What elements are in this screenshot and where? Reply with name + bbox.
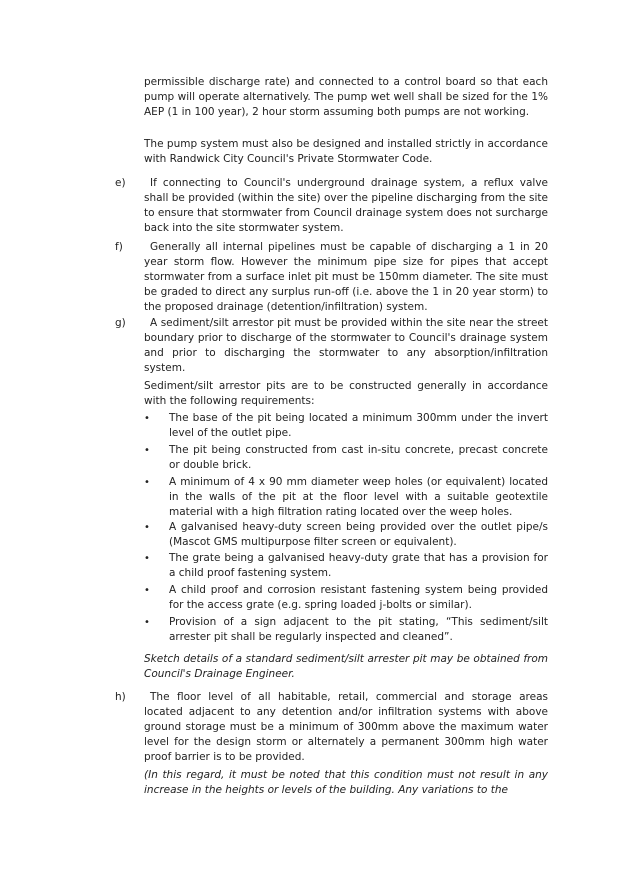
bullet-item: A child proof and corrosion resistant fastening system being provided for the access grate (e.g. spring loaded j-bolts or similar). <box>169 584 548 611</box>
item-text-f: Generally all internal pipelines must be capable of discharging a 1 in 20 year storm flow. However the minimum pipe size for pipes that accept stormwater from a surface inlet pit must be 150mm diameter. The site must be graded to direct any surplus run-off (i.e. above the 1 in 20 year storm) to the proposed drainage (detention/infiltration) system. <box>144 241 548 313</box>
item-label-h: h) <box>115 691 126 703</box>
requirements-intro: Sediment/silt arrestor pits are to be constructed generally in accordance with the following requirements: <box>144 380 548 407</box>
pump-code-paragraph: The pump system must also be designed and installed strictly in accordance with Randwick City Council's Private Stormwater Code. <box>144 138 548 165</box>
bullet-item: The pit being constructed from cast in-situ concrete, precast concrete or double brick. <box>169 444 548 471</box>
bullet-marker: • <box>144 585 150 596</box>
item-text-h: The floor level of all habitable, retail, commercial and storage areas located adjacent to any detention and/or infiltration systems with above ground storage must be a minimum of 300mm above the maximum water level for the design storm or alternately a permanent 300mm high water proof barrier is to be provided. <box>144 691 548 763</box>
bullet-item: The grate being a galvanised heavy-duty grate that has a provision for a child proof fastening system. <box>169 552 548 579</box>
bullet-marker: • <box>144 445 150 456</box>
item-label-e: e) <box>115 177 126 189</box>
sketch-note: Sketch details of a standard sediment/silt arrester pit may be obtained from Council's Drainage Engineer. <box>144 653 548 680</box>
bullet-item: The base of the pit being located a minimum 300mm under the invert level of the outlet pipe. <box>169 412 548 439</box>
bullet-item: Provision of a sign adjacent to the pit stating, “This sediment/silt arrester pit shall be regularly inspected and cleaned”. <box>169 616 548 643</box>
item-label-f: f) <box>115 241 123 253</box>
item-text-e: If connecting to Council's underground drainage system, a reflux valve shall be provided (within the site) over the pipeline discharging from the site to ensure that stormwater from Council drainage system does not surcharge back into the site stormwater system. <box>144 177 548 234</box>
bullet-item: A minimum of 4 x 90 mm diameter weep holes (or equivalent) located in the walls of the pit at the floor level with a suitable geotextile material with a high filtration rating located over the weep holes. <box>169 476 548 518</box>
continuation-paragraph: permissible discharge rate) and connected to a control board so that each pump will operate alternatively. The pump wet well shall be sized for the 1% AEP (1 in 100 year), 2 hour storm assuming both pumps are not working. <box>144 76 548 118</box>
bullet-marker: • <box>144 413 150 424</box>
item-text-g: A sediment/silt arrestor pit must be provided within the site near the street boundary prior to discharge of the stormwater to Council's drainage system and prior to discharging the stormwater to any absorption/infiltration system. <box>144 317 548 374</box>
bullet-marker: • <box>144 522 150 533</box>
bullet-marker: • <box>144 477 150 488</box>
regard-note: (In this regard, it must be noted that this condition must not result in any increase in the heights or levels of the building. Any variations to the <box>144 769 548 796</box>
bullet-item: A galvanised heavy-duty screen being provided over the outlet pipe/s (Mascot GMS multipurpose filter screen or equivalent). <box>169 521 548 548</box>
bullet-marker: • <box>144 617 150 628</box>
bullet-marker: • <box>144 553 150 564</box>
item-label-g: g) <box>115 317 126 329</box>
